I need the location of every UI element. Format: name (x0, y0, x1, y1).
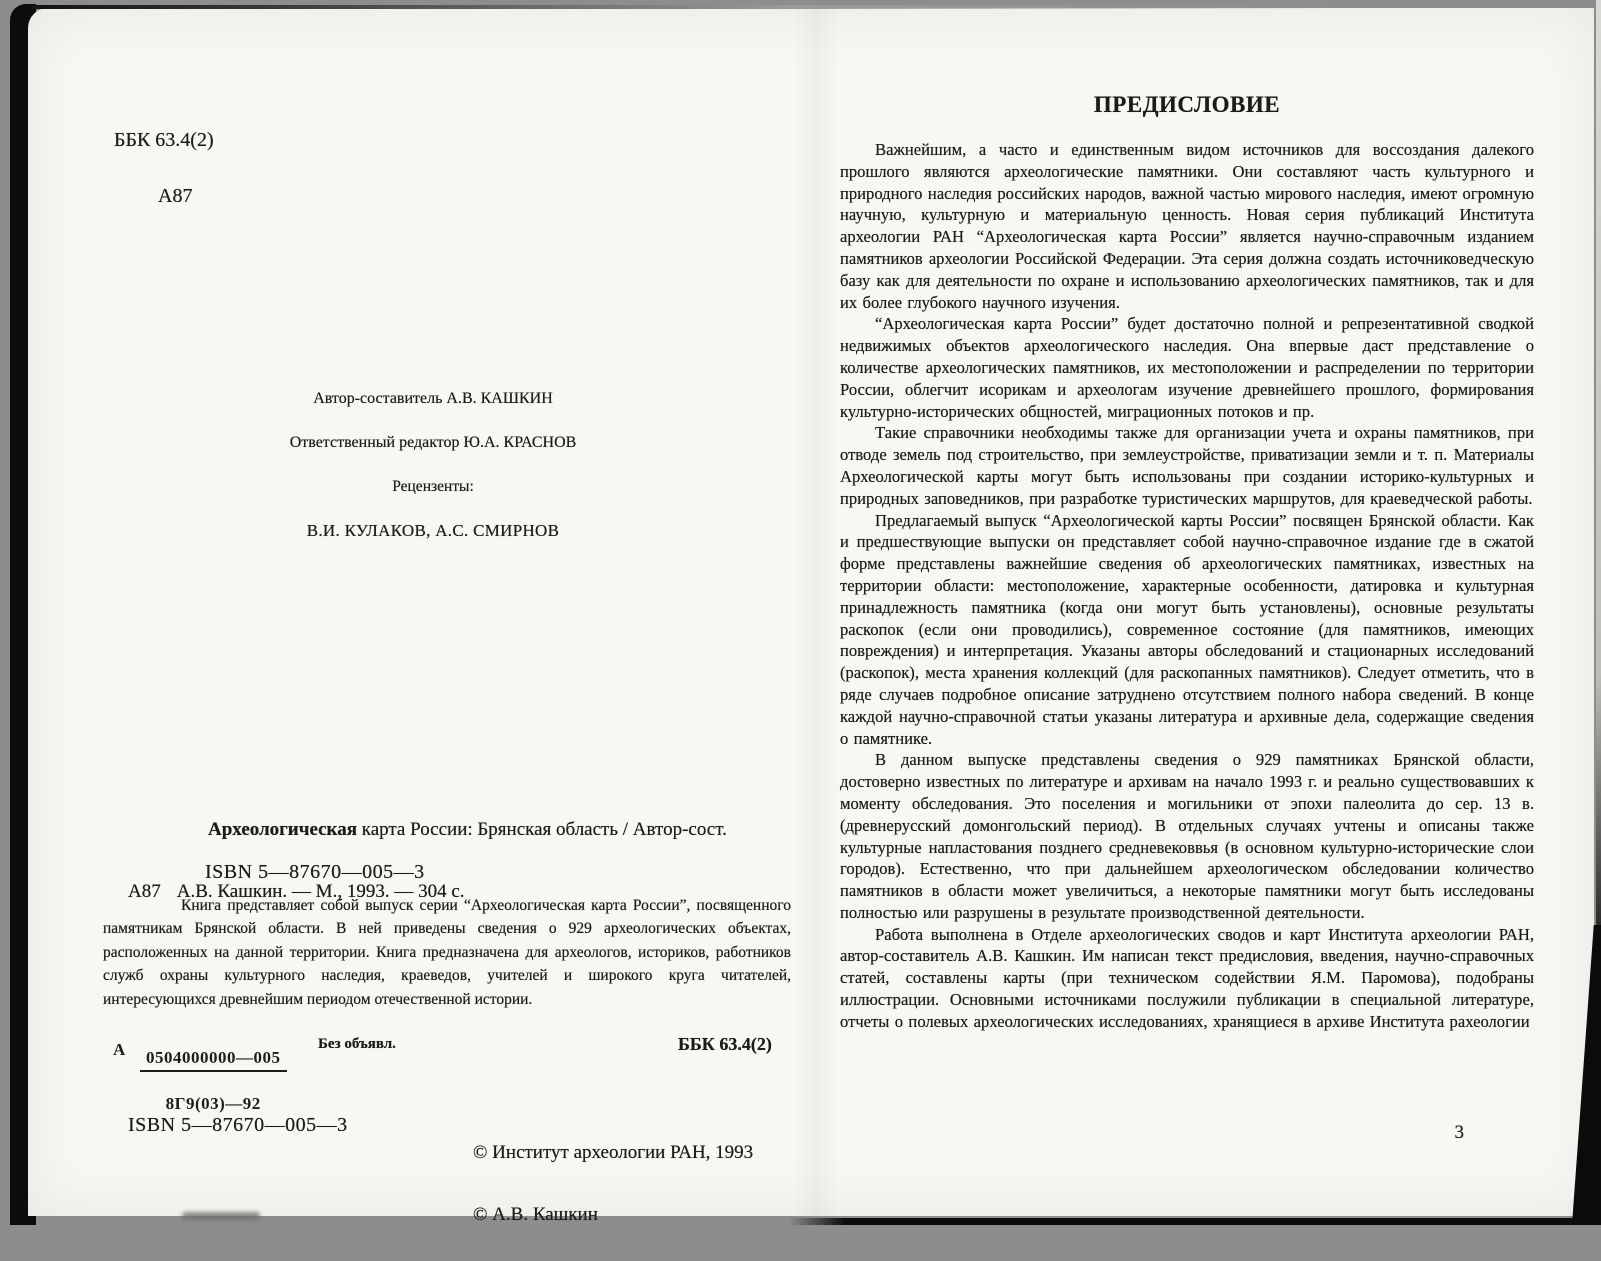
copyright-institute: © Институт археологии РАН, 1993 (473, 1142, 754, 1163)
imprint-numerator: 0504000000—005 (140, 1048, 287, 1072)
credit-author-compiler: Автор-составитель А.В. КАШКИН (313, 390, 553, 407)
book-top-edge (32, 5, 1412, 9)
preface-paragraph: В данном выпуске представлены сведения о 929 памятниках Брянской области, достоверно известных по литературе и архивам на начало 1993 г. и реально существовавших к моменту обследования. Это поселения и могильники от эпохи палеолита до сер. 13 в. (древнерусский домонгольский период). В отдельных случаях учтены и описаны также культурные напластования позднего средневековвья (в основном культурно-исторические слои городов). Естественно, что при дальнейшем археологическом обследовании количество памятников в области может увеличиться, а некоторые памятники могут быть исследованы полностью или разрушены в результате производственной деятельности. (840, 750, 1534, 922)
bbk-classification-block (114, 98, 214, 238)
catalog-title-line (128, 814, 788, 845)
credit-reviewers-names: В.И. КУЛАКОВ, А.С. СМИРНОВ (306, 521, 560, 540)
preface-title: ПРЕДИСЛОВИЕ (1093, 92, 1281, 117)
catalog-imprint-text: А.В. Кашкин. — М., 1993. — 304 с. (176, 881, 465, 902)
scan-smudge (182, 1212, 260, 1220)
credit-reviewers-label: Рецензенты: (392, 478, 474, 495)
preface-paragraph: Важнейшим, а часто и единственным видом источников для воссоздания далекого прошлого являются археологические памятники. Они составляют часть культурного и природного наследия российских народов, важной частью мирового наследия, имеют огромную научную, культурную и материальную ценность. Новая серия публикаций Института археологии РАН “Археологическая карта России” является научно-справочным изданием памятников археологии Российской Федерации. Эта серия должна создать источниковедческую базу как для деятельности по охране и использованию археологических памятников, так и для их более глубокого научного изучения. (840, 140, 1534, 312)
page-gutter (792, 8, 840, 1216)
isbn-number: ISBN 5—87670—005—3 (205, 861, 425, 883)
page-number: 3 (1454, 1122, 1464, 1143)
author-sign: А87 (158, 185, 193, 207)
preface-paragraph: “Археологическая карта России” будет достаточно полной и репрезентативной сводкой недвижимых объектов археологического наследия. Она впервые даст представление о количестве археологических памятников, их местоположении и распределении по территории России, облегчит исорикам и археологам изучение древнейшего прошлого, формирования культурно-исторических общностей, миграционных потоков и пр. (840, 314, 1534, 421)
catalog-author-sign: А87 (128, 881, 161, 902)
bbk-number: ББК 63.4(2) (114, 129, 214, 151)
imprint-bbk-number: ББК 63.4(2) (678, 1034, 772, 1054)
catalog-title-rest: карта России: Брянская область / Автор-сост. (357, 819, 727, 840)
credit-editor: Ответственный редактор Ю.А. КРАСНОВ (289, 434, 577, 451)
preface-body (840, 139, 1534, 1033)
preface-paragraph: Предлагаемый выпуск “Археологической карты России” посвящен Брянской области. Как и предшествующие выпуски он представляет собой научно-справочное издание где в сжатой форме представлены важнейшие сведения об археологических памятниках, известных на территории области: местоположение, характерные особенности, датировка и культурная принадлежность памятника (когда они могут быть установлены), основные результаты раскопок (если они проводились), современное состояние (для памятников, имеющих повреждения) и интерпретация. Указаны авторы обследований и стационарных исследований (раскопок), места хранения коллекций (для раскопанных памятников). Следует отметить, что в ряде случаев подробное описание затруднено отсутствием полного набора сведений. В конце каждой научно-справочной статьи указаны литература и архивные дела, содержащие сведения о памятнике. (840, 510, 1534, 748)
preface-paragraph: Работа выполнена в Отделе археологических сводов и карт Института археологии РАН, автор-составитель А.В. Кашкин. Им написан текст предисловия, введения, научно-справочных статей, составлены карты (при техническом содействии Я.М. Паромова), подобраны иллюстрации. Основными источниками послужили публикации в специальной литературе, отчеты о полевых археологических исследованиях, хранящиеся в архиве Института рахеологии (840, 924, 1534, 1031)
imprint-prefix-letter: А (113, 1040, 126, 1059)
annotation-paragraph: Книга представляет собой выпуск серии “Археологическая карта России”, посвященного памятникам Брянской области. В ней приведены сведения о 929 археологических объектах, расположенных на данной территории. Книга предназначена для археологов, историков, работников служб охраны культурного наследия, краеведов, учителей и широкого круга читателей, интересующихся древнейшим периодом отечественной истории. (103, 897, 791, 1008)
isbn-number-bottom: ISBN 5—87670—005—3 (128, 1114, 348, 1136)
catalog-title-bold: Археологическая (208, 819, 357, 840)
copyright-author: © А.В. Кашкин (473, 1204, 598, 1225)
copyright-block (473, 1106, 753, 1261)
credits-block (228, 366, 638, 564)
book-bottom-edge (788, 1218, 1601, 1225)
imprint-note: Без объявл. (318, 1036, 396, 1052)
imprint-denominator: 8Г9(03)—92 (165, 1094, 261, 1113)
preface-paragraph: Такие справочники необходимы также для организации учета и охраны памятников, при отводе земель под строительство, при землеустройстве, приватизации земли и т. п. Материалы Археологической карты могут быть использованы при создании историко-культурных и природных заповедников, при разработке туристических маршрутов, для краеведческой работы. (840, 423, 1534, 508)
